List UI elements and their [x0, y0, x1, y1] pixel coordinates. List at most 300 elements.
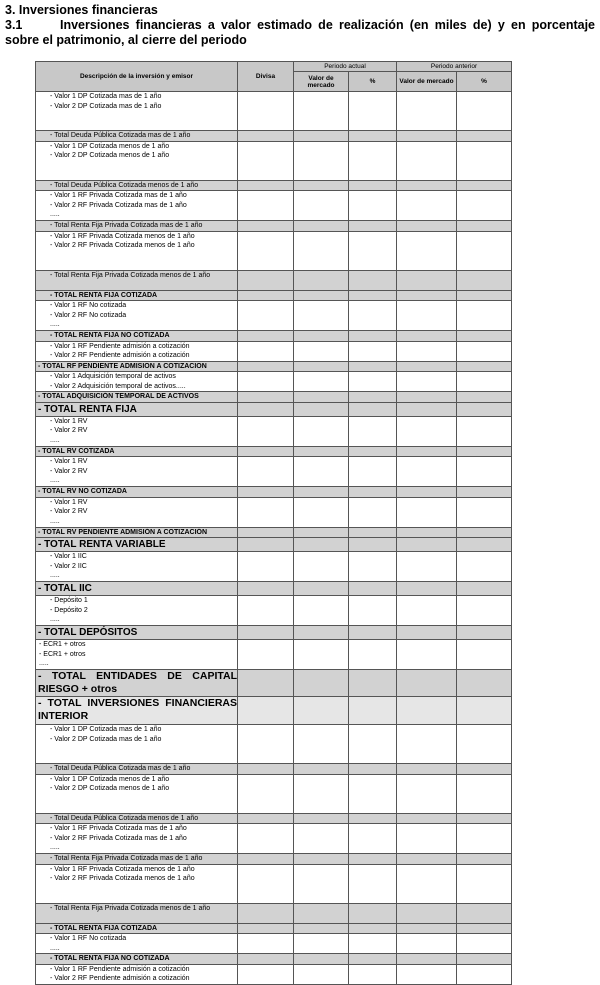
investment-items	[36, 964, 238, 984]
valor-current-cell	[294, 446, 349, 457]
valor-current-cell	[294, 301, 349, 331]
valor-current-cell	[294, 392, 349, 403]
table-row	[36, 596, 512, 626]
valor-current-cell	[294, 596, 349, 626]
total-label: - Total Deuda Pública Cotizada mas de 1 año	[36, 764, 238, 775]
header-pct-previous: %	[457, 72, 512, 92]
investment-line: .....	[50, 944, 60, 952]
pct-previous-cell	[457, 221, 512, 232]
investment-line: .....	[50, 572, 60, 579]
investment-items	[36, 341, 238, 361]
valor-current-cell	[294, 903, 349, 923]
valor-current-cell	[294, 416, 349, 446]
valor-current-cell	[294, 923, 349, 934]
divisa-cell	[238, 191, 294, 221]
investment-items	[36, 141, 238, 180]
investment-line: - Valor 2 IIC	[50, 562, 87, 570]
divisa-cell	[238, 954, 294, 965]
valor-current-cell	[294, 813, 349, 824]
pct-current-cell	[349, 416, 397, 446]
divisa-cell	[238, 527, 294, 538]
total-label: - Total Renta Fija Privada Cotizada menos de 1 año	[36, 903, 238, 923]
valor-previous-cell	[397, 446, 457, 457]
valor-previous-cell	[397, 221, 457, 232]
investment-line: - Valor 1 RF Privada Cotizada mas de 1 año	[50, 825, 187, 832]
investment-items	[36, 372, 238, 392]
total-label: - TOTAL RENTA FIJA COTIZADA	[36, 923, 238, 934]
investment-line: - Valor 1 RF No cotizada	[50, 935, 127, 942]
table-total-row	[36, 392, 512, 403]
pct-previous-cell	[457, 725, 512, 764]
pct-current-cell	[349, 640, 397, 670]
investment-items	[36, 231, 238, 270]
total-label: - TOTAL ENTIDADES DE CAPITAL RIESGO + otros	[36, 670, 238, 697]
valor-previous-cell	[397, 538, 457, 552]
total-label: - TOTAL RV PENDIENTE ADMISIÓN A COTIZACIÓN	[36, 527, 238, 538]
total-label: - Total Renta Fija Privada Cotizada mas de 1 año	[36, 221, 238, 232]
investment-line: - Depósito 2	[50, 606, 88, 614]
total-label: - TOTAL RENTA FIJA COTIZADA	[36, 290, 238, 301]
investments-table	[35, 61, 512, 985]
investment-line: - Valor 2 RF No cotizada	[50, 311, 127, 319]
investment-line: - Valor 2 RF Privada Cotizada menos de 1 año	[50, 242, 195, 249]
pct-current-cell	[349, 361, 397, 372]
divisa-cell	[238, 582, 294, 596]
pct-current-cell	[349, 626, 397, 640]
total-label: - TOTAL IIC	[36, 582, 238, 596]
pct-previous-cell	[457, 191, 512, 221]
valor-previous-cell	[397, 854, 457, 865]
valor-previous-cell	[397, 141, 457, 180]
valor-current-cell	[294, 552, 349, 582]
table-total-row	[36, 582, 512, 596]
pct-previous-cell	[457, 416, 512, 446]
valor-current-cell	[294, 640, 349, 670]
valor-previous-cell	[397, 626, 457, 640]
investment-line: .....	[50, 616, 60, 623]
pct-current-cell	[349, 552, 397, 582]
pct-previous-cell	[457, 231, 512, 270]
valor-current-cell	[294, 270, 349, 290]
valor-previous-cell	[397, 697, 457, 725]
table-row	[36, 92, 512, 131]
divisa-cell	[238, 487, 294, 498]
pct-previous-cell	[457, 923, 512, 934]
pct-previous-cell	[457, 497, 512, 527]
valor-current-cell	[294, 487, 349, 498]
valor-previous-cell	[397, 392, 457, 403]
pct-previous-cell	[457, 301, 512, 331]
divisa-cell	[238, 764, 294, 775]
pct-previous-cell	[457, 824, 512, 854]
investment-line: - Valor 2 RV	[50, 508, 88, 515]
pct-current-cell	[349, 180, 397, 191]
valor-previous-cell	[397, 372, 457, 392]
pct-previous-cell	[457, 764, 512, 775]
pct-previous-cell	[457, 527, 512, 538]
table-total-row	[36, 402, 512, 416]
table-row	[36, 824, 512, 854]
valor-current-cell	[294, 934, 349, 954]
valor-previous-cell	[397, 457, 457, 487]
valor-current-cell	[294, 764, 349, 775]
divisa-cell	[238, 141, 294, 180]
table-total-row	[36, 854, 512, 865]
investment-line: .....	[50, 517, 60, 525]
investment-line	[50, 260, 237, 270]
total-label: - TOTAL RENTA VARIABLE	[36, 538, 238, 552]
investment-line	[50, 121, 237, 131]
pct-previous-cell	[457, 446, 512, 457]
pct-current-cell	[349, 191, 397, 221]
header-pct-current: %	[349, 72, 397, 92]
divisa-cell	[238, 552, 294, 582]
investment-line: - Valor 2 RF Privada Cotizada menos de 1 año	[50, 875, 195, 882]
investment-items	[36, 596, 238, 626]
table-row	[36, 934, 512, 954]
total-label: - Total Renta Fija Privada Cotizada menos de 1 año	[36, 270, 238, 290]
subsection-heading	[5, 18, 595, 48]
valor-previous-cell	[397, 402, 457, 416]
table-total-row	[36, 270, 512, 290]
total-label: - TOTAL RV COTIZADA	[36, 446, 238, 457]
divisa-cell	[238, 361, 294, 372]
pct-current-cell	[349, 954, 397, 965]
pct-previous-cell	[457, 341, 512, 361]
valor-previous-cell	[397, 640, 457, 670]
pct-current-cell	[349, 141, 397, 180]
pct-previous-cell	[457, 640, 512, 670]
divisa-cell	[238, 92, 294, 131]
investment-items	[36, 824, 238, 854]
total-label: - Total Deuda Pública Cotizada mas de 1 año	[36, 131, 238, 142]
pct-current-cell	[349, 527, 397, 538]
investment-line: - Valor 1 RF Privada Cotizada mas de 1 año	[50, 192, 187, 199]
investment-line: - Valor 1 Adquisición temporal de activos	[50, 373, 176, 380]
header-valor-mercado-previous: Valor de mercado	[397, 72, 457, 92]
valor-previous-cell	[397, 725, 457, 764]
table-total-row	[36, 903, 512, 923]
valor-current-cell	[294, 964, 349, 984]
table-total-row	[36, 131, 512, 142]
total-label: - TOTAL RF PENDIENTE ADMISION A COTIZACION	[36, 361, 238, 372]
table-row	[36, 774, 512, 813]
divisa-cell	[238, 596, 294, 626]
table-row	[36, 372, 512, 392]
pct-previous-cell	[457, 487, 512, 498]
divisa-cell	[238, 923, 294, 934]
investment-line: - Valor 2 RF Pendiente admisión a cotización	[50, 352, 190, 359]
pct-current-cell	[349, 903, 397, 923]
table-total-row	[36, 670, 512, 697]
valor-current-cell	[294, 457, 349, 487]
pct-previous-cell	[457, 92, 512, 131]
pct-current-cell	[349, 487, 397, 498]
valor-current-cell	[294, 697, 349, 725]
investment-line: - Valor 2 RV	[50, 467, 88, 475]
investment-line: - Valor 2 DP Cotizada mas de 1 año	[50, 735, 162, 743]
valor-previous-cell	[397, 361, 457, 372]
pct-previous-cell	[457, 372, 512, 392]
valor-previous-cell	[397, 331, 457, 342]
valor-previous-cell	[397, 964, 457, 984]
table-total-row	[36, 221, 512, 232]
pct-current-cell	[349, 538, 397, 552]
investment-line: .....	[39, 660, 49, 667]
pct-current-cell	[349, 341, 397, 361]
table-row	[36, 231, 512, 270]
divisa-cell	[238, 372, 294, 392]
divisa-cell	[238, 934, 294, 954]
divisa-cell	[238, 697, 294, 725]
divisa-cell	[238, 341, 294, 361]
header-valor-mercado-current: Valor de mercado	[294, 72, 349, 92]
section-heading: 3. Inversiones financieras	[5, 3, 158, 17]
pct-current-cell	[349, 131, 397, 142]
table-total-row	[36, 764, 512, 775]
pct-previous-cell	[457, 774, 512, 813]
investment-items	[36, 497, 238, 527]
valor-current-cell	[294, 402, 349, 416]
valor-current-cell	[294, 231, 349, 270]
total-label: - Total Renta Fija Privada Cotizada mas de 1 año	[36, 854, 238, 865]
pct-current-cell	[349, 854, 397, 865]
valor-current-cell	[294, 824, 349, 854]
divisa-cell	[238, 446, 294, 457]
valor-current-cell	[294, 331, 349, 342]
pct-previous-cell	[457, 552, 512, 582]
valor-previous-cell	[397, 497, 457, 527]
investment-items	[36, 191, 238, 221]
valor-current-cell	[294, 131, 349, 142]
valor-previous-cell	[397, 813, 457, 824]
investment-line	[50, 884, 237, 894]
valor-current-cell	[294, 221, 349, 232]
valor-previous-cell	[397, 596, 457, 626]
divisa-cell	[238, 670, 294, 697]
valor-current-cell	[294, 626, 349, 640]
pct-previous-cell	[457, 934, 512, 954]
header-period-previous: Periodo anterior	[397, 62, 512, 72]
valor-current-cell	[294, 341, 349, 361]
pct-previous-cell	[457, 457, 512, 487]
investment-items	[36, 552, 238, 582]
investment-line: - Valor 2 Adquisición temporal de activos.....	[50, 382, 186, 390]
pct-previous-cell	[457, 141, 512, 180]
valor-current-cell	[294, 582, 349, 596]
valor-current-cell	[294, 372, 349, 392]
table-total-row	[36, 290, 512, 301]
valor-current-cell	[294, 774, 349, 813]
divisa-cell	[238, 301, 294, 331]
valor-previous-cell	[397, 191, 457, 221]
investment-line: - Valor 2 RF Pendiente admisión a cotización	[50, 975, 190, 982]
valor-previous-cell	[397, 824, 457, 854]
divisa-cell	[238, 131, 294, 142]
table-row	[36, 141, 512, 180]
pct-previous-cell	[457, 131, 512, 142]
pct-current-cell	[349, 697, 397, 725]
table-row	[36, 497, 512, 527]
pct-current-cell	[349, 372, 397, 392]
pct-current-cell	[349, 231, 397, 270]
pct-current-cell	[349, 670, 397, 697]
total-label: - TOTAL RENTA FIJA NO COTIZADA	[36, 331, 238, 342]
pct-previous-cell	[457, 626, 512, 640]
valor-previous-cell	[397, 934, 457, 954]
table-row	[36, 457, 512, 487]
investment-items	[36, 934, 238, 954]
investment-line: - Valor 1 DP Cotizada mas de 1 año	[50, 726, 162, 733]
pct-current-cell	[349, 497, 397, 527]
investment-line: - Valor 1 RF Privada Cotizada menos de 1 año	[50, 232, 195, 240]
total-label: - TOTAL RV NO COTIZADA	[36, 487, 238, 498]
pct-current-cell	[349, 764, 397, 775]
pct-current-cell	[349, 446, 397, 457]
divisa-cell	[238, 231, 294, 270]
investment-items	[36, 416, 238, 446]
valor-previous-cell	[397, 341, 457, 361]
pct-previous-cell	[457, 582, 512, 596]
pct-current-cell	[349, 457, 397, 487]
investment-line: - Valor 1 DP Cotizada mas de 1 año	[50, 93, 162, 100]
valor-current-cell	[294, 497, 349, 527]
pct-current-cell	[349, 824, 397, 854]
investment-line: - Valor 1 DP Cotizada menos de 1 año	[50, 142, 170, 150]
divisa-cell	[238, 774, 294, 813]
divisa-cell	[238, 416, 294, 446]
valor-previous-cell	[397, 527, 457, 538]
valor-previous-cell	[397, 552, 457, 582]
valor-current-cell	[294, 290, 349, 301]
pct-previous-cell	[457, 180, 512, 191]
valor-previous-cell	[397, 290, 457, 301]
valor-current-cell	[294, 92, 349, 131]
valor-current-cell	[294, 527, 349, 538]
table-total-row	[36, 697, 512, 725]
divisa-cell	[238, 331, 294, 342]
pct-previous-cell	[457, 964, 512, 984]
pct-current-cell	[349, 270, 397, 290]
table-total-row	[36, 527, 512, 538]
table-total-row	[36, 813, 512, 824]
pct-current-cell	[349, 582, 397, 596]
table-row	[36, 341, 512, 361]
table-total-row	[36, 446, 512, 457]
investment-line: .....	[50, 211, 60, 218]
investment-line	[50, 803, 237, 813]
investment-line: - Valor 2 DP Cotizada menos de 1 año	[50, 152, 170, 159]
investment-line: - Valor 1 RF Pendiente admisión a cotización	[50, 342, 190, 350]
investment-line: - Valor 1 DP Cotizada menos de 1 año	[50, 775, 170, 783]
investment-items	[36, 457, 238, 487]
investment-line	[50, 794, 237, 804]
investment-line: - Valor 1 RF Privada Cotizada menos de 1 año	[50, 865, 195, 873]
pct-current-cell	[349, 301, 397, 331]
valor-previous-cell	[397, 301, 457, 331]
valor-current-cell	[294, 141, 349, 180]
investment-line: - Valor 1 RV	[50, 458, 88, 465]
investment-items	[36, 725, 238, 764]
investment-line	[50, 161, 237, 171]
investment-line: - Valor 2 DP Cotizada menos de 1 año	[50, 785, 170, 792]
investment-items	[36, 301, 238, 331]
investment-line: - Valor 1 RV	[50, 417, 88, 425]
valor-current-cell	[294, 670, 349, 697]
pct-previous-cell	[457, 596, 512, 626]
divisa-cell	[238, 725, 294, 764]
pct-previous-cell	[457, 903, 512, 923]
divisa-cell	[238, 270, 294, 290]
investment-line: - Depósito 1	[50, 597, 88, 604]
investment-line: - Valor 2 RV	[50, 427, 88, 434]
investment-line: - Valor 1 RV	[50, 498, 88, 506]
pct-previous-cell	[457, 392, 512, 403]
header-period-current: Periodo actual	[294, 62, 397, 72]
divisa-cell	[238, 538, 294, 552]
divisa-cell	[238, 964, 294, 984]
divisa-cell	[238, 392, 294, 403]
divisa-cell	[238, 854, 294, 865]
table-row	[36, 416, 512, 446]
divisa-cell	[238, 290, 294, 301]
total-label: - TOTAL RENTA FIJA	[36, 402, 238, 416]
investment-items	[36, 92, 238, 131]
divisa-cell	[238, 626, 294, 640]
pct-previous-cell	[457, 854, 512, 865]
total-label: - TOTAL INVERSIONES FINANCIERAS INTERIOR	[36, 697, 238, 725]
investment-line: - Valor 1 RF Pendiente admisión a cotización	[50, 965, 190, 973]
table-total-row	[36, 487, 512, 498]
subsection-title: Inversiones financieras a valor estimado de realización (en miles de) y en porcentaje sobre el patrimonio, al cierre del periodo	[5, 18, 595, 47]
table-row	[36, 301, 512, 331]
table-row	[36, 725, 512, 764]
investment-line: .....	[50, 321, 60, 328]
header-divisa: Divisa	[238, 62, 294, 92]
investment-items	[36, 774, 238, 813]
pct-previous-cell	[457, 670, 512, 697]
investment-line: - Valor 2 RF Privada Cotizada mas de 1 año	[50, 201, 187, 209]
pct-current-cell	[349, 92, 397, 131]
valor-previous-cell	[397, 270, 457, 290]
valor-previous-cell	[397, 582, 457, 596]
pct-previous-cell	[457, 954, 512, 965]
investment-items	[36, 640, 238, 670]
pct-previous-cell	[457, 361, 512, 372]
valor-previous-cell	[397, 954, 457, 965]
valor-previous-cell	[397, 923, 457, 934]
investment-line	[50, 170, 237, 180]
investment-line: - Valor 1 IIC	[50, 553, 87, 560]
investment-line: - ECR1 + otros	[39, 650, 86, 658]
pct-previous-cell	[457, 290, 512, 301]
table-row	[36, 640, 512, 670]
pct-current-cell	[349, 934, 397, 954]
valor-previous-cell	[397, 416, 457, 446]
table-total-row	[36, 361, 512, 372]
table-row	[36, 964, 512, 984]
table-total-row	[36, 538, 512, 552]
investment-line: - Valor 2 RF Privada Cotizada mas de 1 año	[50, 834, 187, 842]
valor-previous-cell	[397, 180, 457, 191]
valor-previous-cell	[397, 231, 457, 270]
valor-current-cell	[294, 725, 349, 764]
pct-current-cell	[349, 596, 397, 626]
table-total-row	[36, 954, 512, 965]
header-description: Descripción de la inversión y emisor	[36, 62, 238, 92]
pct-current-cell	[349, 923, 397, 934]
investment-line	[50, 754, 237, 764]
